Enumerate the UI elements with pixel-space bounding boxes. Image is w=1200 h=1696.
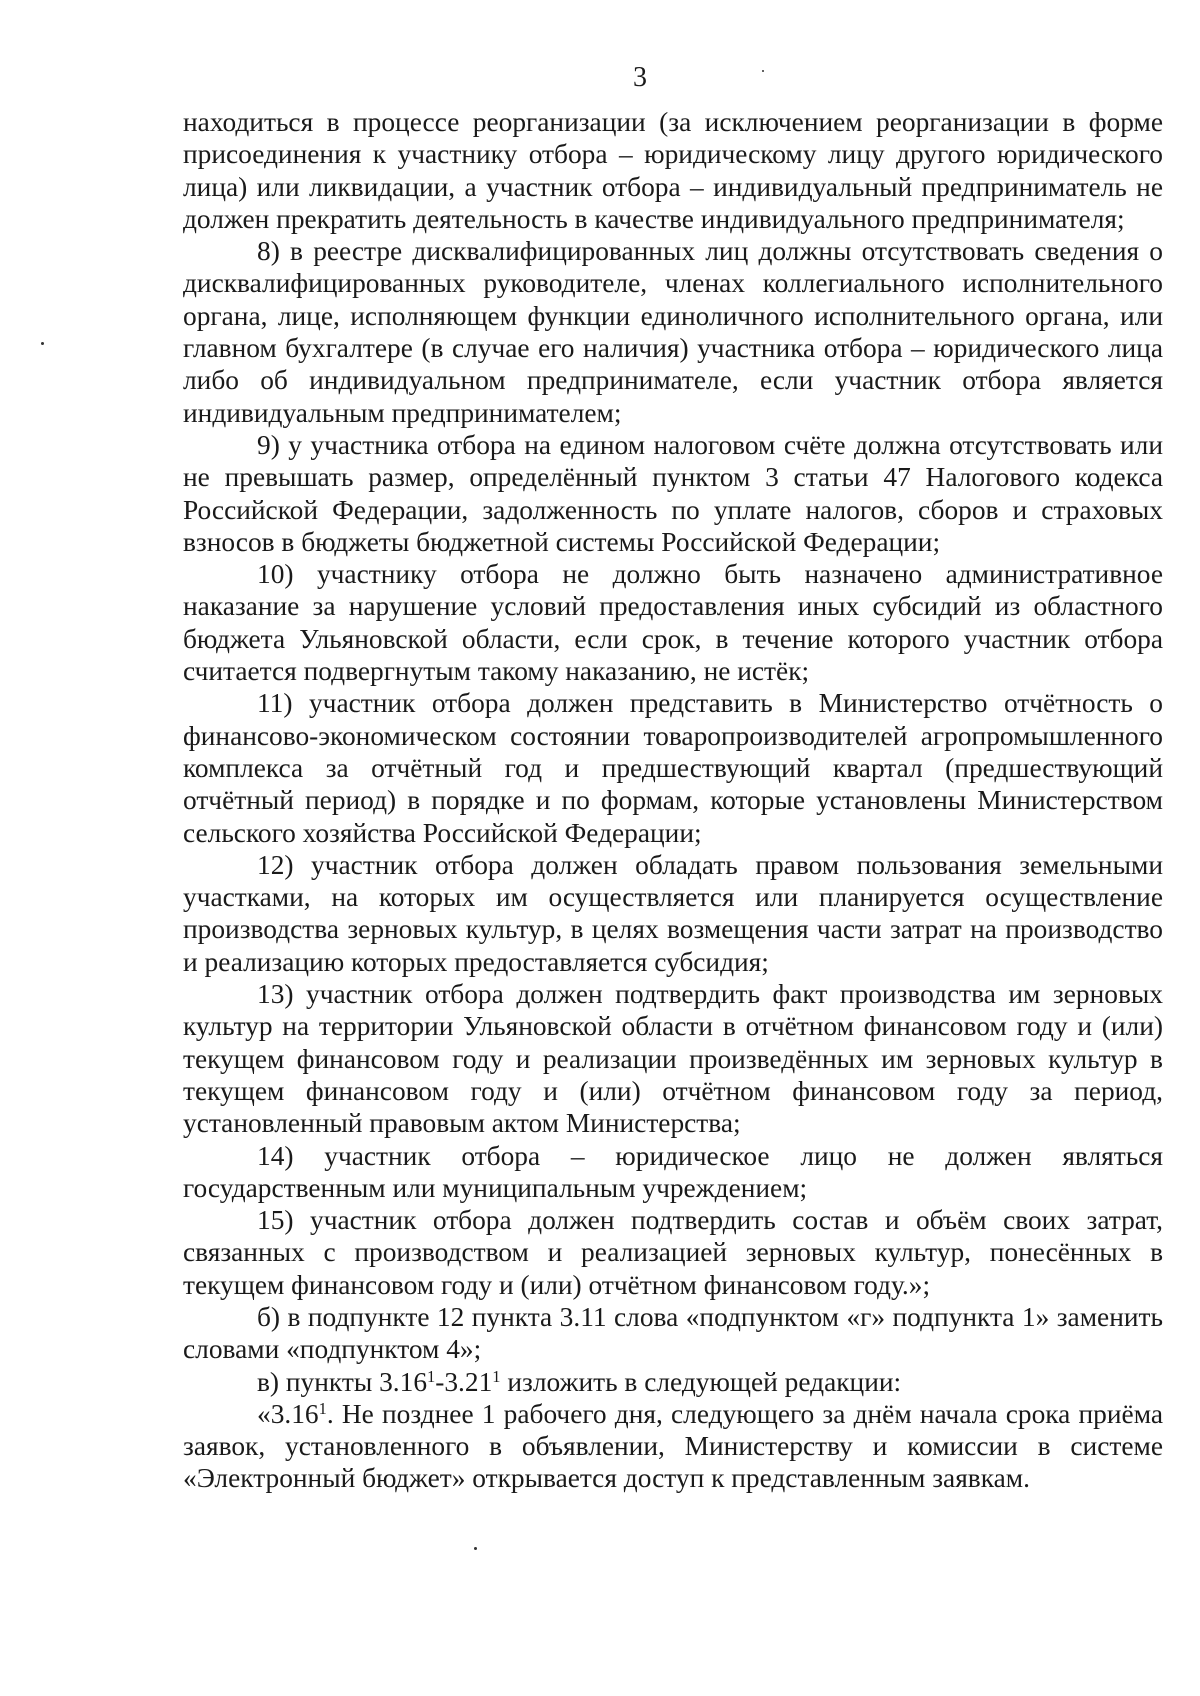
paragraph-item-12: 12) участник отбора должен обладать правом пользования земельными участками, на которых им осуществляется или планируется осуществление производства зерновых культур, в целях возмещения части затрат на производство и реализацию которых предоставляется субсидия; — [183, 849, 1163, 977]
paragraph-item-14: 14) участник отбора – юридическое лицо не должен являться государственным или муниципальным учреждением; — [183, 1140, 1163, 1203]
paragraph-3-16-1-text-a: «3.16 — [257, 1398, 319, 1429]
paragraph-subitem-v-text-c: изложить в следующей редакции: — [500, 1366, 902, 1397]
scan-speck — [41, 342, 44, 345]
page-number: 3 — [633, 62, 647, 93]
paragraph-item-8: 8) в реестре дисквалифицированных лиц должны отсутствовать сведения о дисквалифицированных руководителе, членах коллегиального исполнительного органа, лице, исполняющем функции единоличного исполнительного органа, или главном бухгалтере (в случае его наличия) участника отбора – юридического лица либо об индивидуальном предпринимателе, если участник отбора является индивидуальным предпринимателем; — [183, 236, 1163, 428]
paragraph-item-11: 11) участник отбора должен представить в Министерство отчётность о финансово-экономическом состоянии товаропроизводителей агропромышленного комплекса за отчётный год и предшествующий квартал (предшествующий отчётный период) в порядке и по формам, которые установлены Министерством сельского хозяйства Российской Федерации; — [183, 688, 1163, 848]
document-body — [183, 106, 1163, 1495]
superscript-1: 1 — [492, 1366, 501, 1386]
superscript-1: 1 — [427, 1366, 436, 1386]
paragraph-subitem-v — [183, 1366, 1163, 1398]
scan-speck — [474, 1547, 477, 1550]
paragraph-item-15: 15) участник отбора должен подтвердить состав и объём своих затрат, связанных с производством и реализацией зерновых культур, понесённых в текущем финансовом году и (или) отчётном финансовом году.»; — [183, 1205, 1163, 1300]
paragraph-item-9: 9) у участника отбора на едином налоговом счёте должна отсутствовать или не превышать размер, определённый пунктом 3 статьи 47 Налогового кодекса Российской Федерации, задолженность по уплате налогов, сборов и страховых взносов в бюджеты бюджетной системы Российской Федерации; — [183, 429, 1163, 557]
paragraph-item-13: 13) участник отбора должен подтвердить факт производства им зерновых культур на территории Ульяновской области в отчётном финансовом году и (или) текущем финансовом году и реализации произведённых им зерновых культур в текущем финансовом году и (или) отчётном финансовом году за период, установленный правовым актом Министерства; — [183, 979, 1163, 1139]
paragraph-subitem-v-text-b: -3.21 — [435, 1366, 493, 1397]
paragraph-3-16-1 — [183, 1398, 1163, 1495]
paragraph-subitem-v-text-a: в) пункты 3.16 — [257, 1366, 428, 1397]
paragraph-item-10: 10) участнику отбора не должно быть назначено административное наказание за нарушение условий предоставления иных субсидий из областного бюджета Ульяновской области, если срок, в течение которого участник отбора считается подвергнутым такому наказанию, не истёк; — [183, 559, 1163, 687]
superscript-1: 1 — [318, 1398, 327, 1418]
paragraph-continuation: находиться в процессе реорганизации (за исключением реорганизации в форме присоединения к участнику отбора – юридическому лицу другого юридического лица) или ликвидации, а участник отбора – индивидуальный предприниматель не должен прекратить деятельность в качестве индивидуального предпринимателя; — [183, 107, 1163, 234]
paragraph-3-16-1-text-b: . Не позднее 1 рабочего дня, следующего за днём начала срока приёма заявок, установленного в объявлении, Министерству и комиссии в системе «Электронный бюджет» открывается доступ к представленным заявкам. — [183, 1398, 1163, 1494]
scan-speck — [762, 70, 764, 72]
paragraph-subitem-b: б) в подпункте 12 пункта 3.11 слова «подпунктом «г» подпункта 1» заменить словами «подпунктом 4»; — [183, 1301, 1163, 1365]
